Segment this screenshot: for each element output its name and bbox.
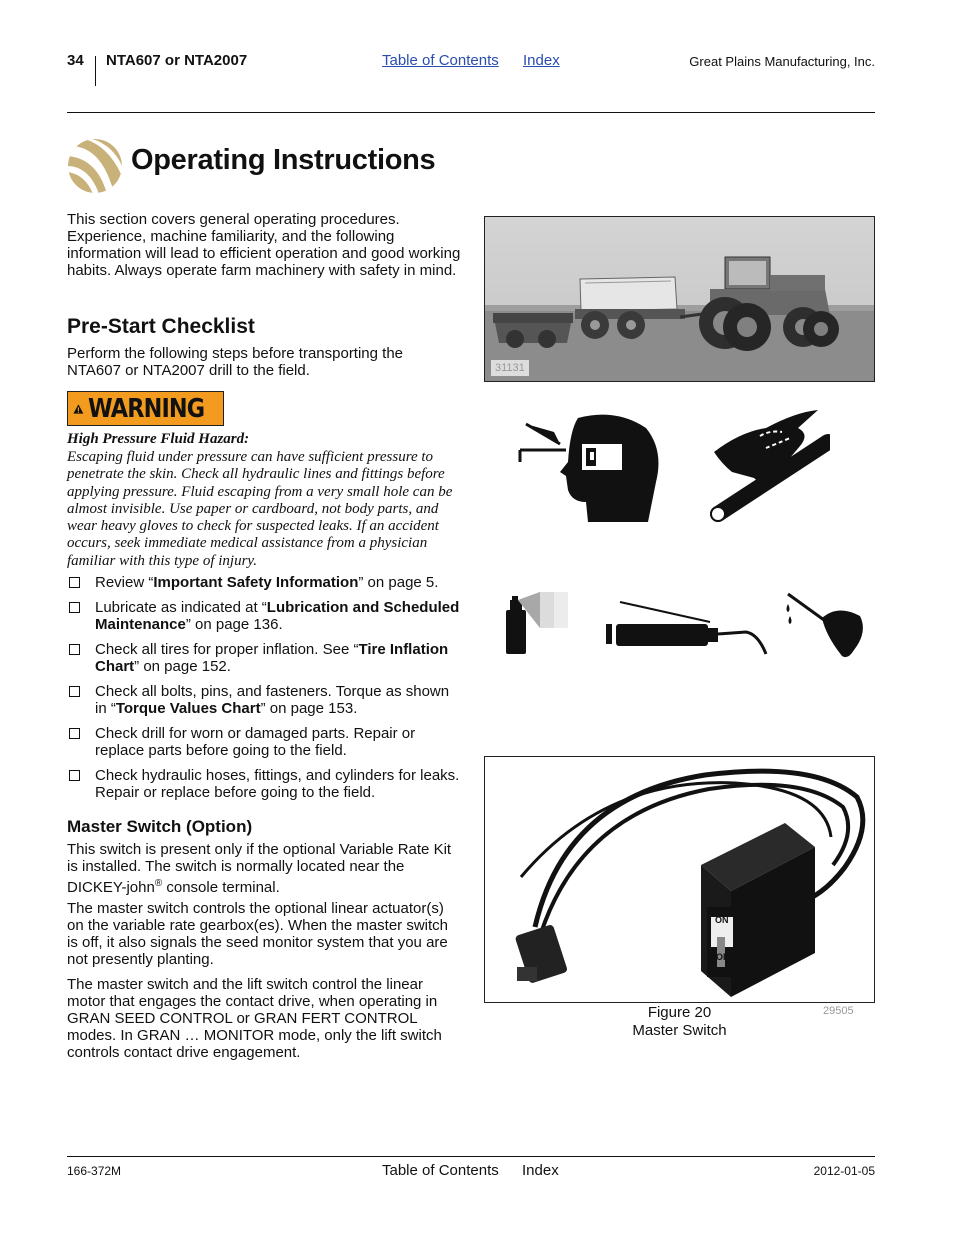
tractor-photo-number: 31131: [491, 360, 529, 376]
section-intro: This section covers general operating procedures. Experience, machine familiarity, and the following information will lead to efficient operation and good working habits. Always operate farm machinery with safety in mind.: [67, 211, 461, 279]
figure-caption: [484, 1004, 875, 1040]
switch-on-label: ON: [715, 915, 729, 925]
great-plains-logo: [67, 138, 123, 194]
prestart-heading: Pre-Start Checklist: [67, 315, 255, 338]
prestart-intro: Perform the following steps before transporting the NTA607 or NTA2007 drill to the field.: [67, 345, 404, 379]
master-switch-p1: This switch is present only if the optional Variable Rate Kit is installed. The switch is normally located near the DICKEY-john® console terminal.: [67, 841, 452, 896]
page-number: 34: [67, 52, 84, 69]
oil-can-icon: [784, 590, 866, 662]
header-divider: [95, 56, 96, 86]
master-switch-photo: [484, 756, 875, 1003]
model-name: NTA607 or NTA2007: [106, 52, 248, 69]
index-link[interactable]: Index: [523, 52, 560, 69]
footer-rule: [67, 1156, 875, 1157]
checkbox-icon[interactable]: [69, 686, 80, 697]
master-switch-p3: The master switch and the lift switch control the linear motor that engages the contact drive, when operating in GRAN SEED CONTROL or GRAN FERT CONTROL modes. In GRAN … MONITOR mode, only the lift switch controls contact drive engagement.: [67, 976, 442, 1061]
tractor-drill-photo: [484, 216, 875, 382]
checklist-item: Check all bolts, pins, and fasteners. Torque as shown in “Torque Values Chart” on page 153.: [67, 683, 462, 717]
grease-gun-icon: [600, 598, 772, 658]
warning-label: [67, 391, 224, 426]
master-switch-image: [485, 757, 874, 1002]
checkbox-icon[interactable]: [69, 770, 80, 781]
checkbox-icon[interactable]: [69, 644, 80, 655]
figure-number: Figure 20: [647, 1004, 712, 1021]
hand-injection-icon: [710, 408, 830, 523]
footer-toc-link[interactable]: Table of Contents: [382, 1162, 499, 1179]
page-title: Operating Instructions: [131, 144, 436, 176]
hazard-title: High Pressure Fluid Hazard:: [67, 431, 250, 447]
switch-off-label: OFF: [716, 952, 734, 962]
checkbox-icon[interactable]: [69, 602, 80, 613]
warning-text: WARNING: [87, 393, 205, 424]
checklist-item: Check hydraulic hoses, fittings, and cylinders for leaks. Repair or replace before going to the field.: [67, 767, 462, 801]
switch-photo-number: 29505: [823, 1005, 854, 1017]
checklist-item: Check drill for worn or damaged parts. Repair or replace parts before going to the field.: [67, 725, 462, 759]
company-name: Great Plains Manufacturing, Inc.: [689, 54, 875, 69]
checkbox-icon[interactable]: [69, 728, 80, 739]
checklist-item: Review “Important Safety Information” on page 5.: [67, 574, 462, 591]
checklist: [67, 574, 462, 809]
toc-link[interactable]: Table of Contents: [382, 52, 499, 69]
footer-index-link[interactable]: Index: [522, 1162, 559, 1179]
master-switch-p2: The master switch controls the optional linear actuator(s) on the variable rate gearbox(es). When the master switch is off, it also signals the seed monitor system that you are not presently planting.: [67, 900, 449, 968]
checkbox-icon[interactable]: [69, 577, 80, 588]
figure-title: Master Switch: [632, 1022, 727, 1039]
tractor-drill-image: [485, 217, 874, 381]
checklist-item: Check all tires for proper inflation. See “Tire Inflation Chart” on page 152.: [67, 641, 462, 675]
header-rule: [67, 112, 875, 113]
eye-injury-icon: [516, 410, 671, 525]
checklist-item: Lubricate as indicated at “Lubrication and Scheduled Maintenance” on page 136.: [67, 599, 462, 633]
doc-number: 166-372M: [67, 1164, 122, 1178]
hazard-text: Escaping fluid under pressure can have sufficient pressure to penetrate the skin. Check all hydraulic lines and fittings before applying pressure. Fluid escaping from a very small hole can be almost invisible. Use paper or cardboard, not body parts, and wear heavy gloves to check for suspected leaks. If an accident occurs, seek immediate medical assistance from a physician familiar with this type of injury.: [67, 449, 453, 569]
master-switch-heading: Master Switch (Option): [67, 817, 253, 836]
spray-can-icon: [500, 588, 575, 656]
doc-date: 2012-01-05: [813, 1164, 875, 1178]
warning-triangle-icon: [73, 397, 84, 421]
